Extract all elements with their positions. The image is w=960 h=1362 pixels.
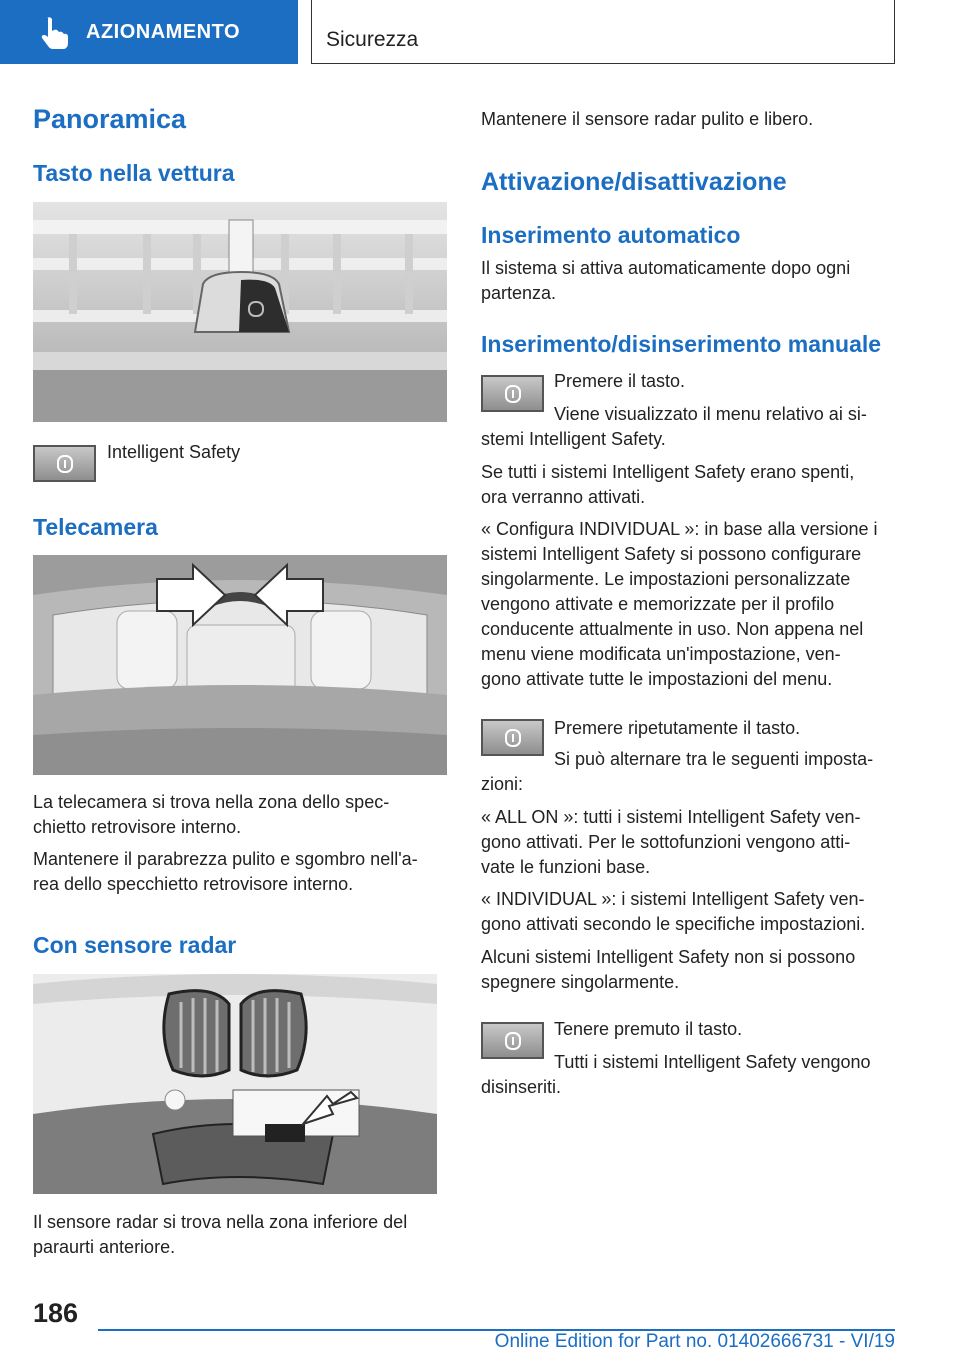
telecamera-paragraph-1: La telecamera si trova nella zona dello spec- chietto retrovisore interno. [33,792,390,837]
step-3-result-line-1: Tutti i sistemi Intelligent Safety vengono [554,1052,871,1072]
telecamera-paragraph-2: Mantenere il parabrezza pulito e sgombro nell'a- rea dello specchietto retrovisore interno. [33,849,418,894]
heading-inserimento-manuale: Inserimento/disinserimento manuale [481,331,882,357]
illustration-button-dashboard [33,202,447,422]
step-1-instruction: Premere il tasto. [554,371,686,391]
radar-paragraph: Il sensore radar si trova nella zona inferiore del paraurti anteriore. [33,1212,408,1257]
section-tab[interactable] [311,0,895,64]
auto-paragraph: Il sistema si attiva automaticamente dopo ogni partenza. [481,258,851,303]
heading-attivazione: Attivazione/disattivazione [481,168,787,196]
intelligent-safety-button-icon [481,1022,544,1059]
step-2-instruction: Premere ripetutamente il tasto. [554,718,801,738]
heading-panoramica: Panoramica [33,104,187,134]
step-2-result-line-2: zioni: [481,774,524,794]
paragraph-all-on: « ALL ON »: tutti i sistemi Intelligent Safety ven- gono attivati. Per le sottofunzioni vengono atti- vate le funzioni base. [481,807,861,877]
paragraph-reactivate: Se tutti i sistemi Intelligent Safety erano spenti, ora verranno attivati. [481,462,855,507]
step-3-result-line-2: disinseriti. [481,1077,562,1097]
step-2-result-line-1: Si può alternare tra le seguenti imposta- [554,749,874,769]
chapter-tab[interactable] [0,0,298,64]
page-number: 186 [33,1298,79,1328]
heading-radar: Con sensore radar [33,932,237,958]
intelligent-safety-button-icon [481,375,544,412]
chapter-label: AZIONAMENTO [86,20,241,43]
hand-pointer-icon [36,14,72,50]
intelligent-safety-button-icon [33,445,96,482]
heading-tasto: Tasto nella vettura [33,160,235,186]
paragraph-non-spegnibili: Alcuni sistemi Intelligent Safety non si possono spegnere singolarmente. [481,947,856,992]
radar-clean-paragraph: Mantenere il sensore radar pulito e libero. [481,109,814,129]
section-label: Sicurezza [326,28,419,51]
step-1-result-line-1: Viene visualizzato il menu relativo ai si- [554,404,867,424]
heading-inserimento-automatico: Inserimento automatico [481,222,741,248]
illustration-radar [33,974,437,1194]
paragraph-configura-individual: « Configura INDIVIDUAL »: in base alla versione i sistemi Intelligent Safety si possono configurare singolarmente. Le impostazioni personalizzate vengono attivate e memorizzate per il profilo conducente attualmente in uso. Non appena nel menu viene modificata un'impostazione, ven- gono attivate tutte le impostazioni del menu. [481,519,878,689]
icon-caption: Intelligent Safety [107,442,241,462]
step-3-instruction: Tenere premuto il tasto. [554,1019,743,1039]
illustration-camera [33,555,447,775]
intelligent-safety-button-icon [481,719,544,756]
footer-edition: Online Edition for Part no. 01402666731 - VI/19 [494,1331,895,1352]
paragraph-individual: « INDIVIDUAL »: i sistemi Intelligent Safety ven- gono attivati secondo le specifiche impostazioni. [481,889,866,934]
step-1-result-line-2: stemi Intelligent Safety. [481,429,666,449]
heading-telecamera: Telecamera [33,514,158,540]
